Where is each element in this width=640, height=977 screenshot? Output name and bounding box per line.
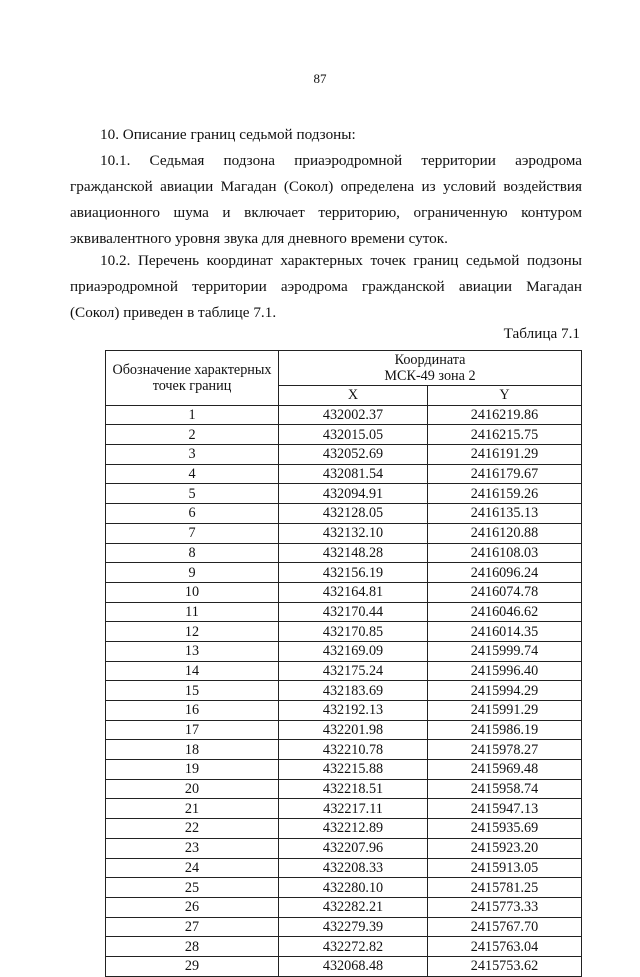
y-coordinate-cell: 2416014.35: [428, 622, 582, 642]
y-coordinate-cell: 2415958.74: [428, 779, 582, 799]
table-body: [106, 405, 582, 976]
x-coordinate-cell: 432068.48: [279, 956, 428, 976]
x-coordinate-cell: 432212.89: [279, 819, 428, 839]
table-row: [106, 582, 582, 602]
header-points: Обозначение характерных точек границ: [106, 351, 279, 406]
point-number-cell: 17: [106, 720, 279, 740]
table-caption: Таблица 7.1: [503, 325, 580, 342]
table-row: [106, 799, 582, 819]
y-coordinate-cell: 2415763.04: [428, 937, 582, 957]
point-number-cell: 24: [106, 858, 279, 878]
y-coordinate-cell: 2415969.48: [428, 760, 582, 780]
y-coordinate-cell: 2416179.67: [428, 464, 582, 484]
section-heading: 10. Описание границ седьмой подзоны:: [100, 126, 356, 143]
y-coordinate-cell: 2416191.29: [428, 445, 582, 465]
table-row: [106, 740, 582, 760]
x-coordinate-cell: 432183.69: [279, 681, 428, 701]
point-number-cell: 19: [106, 760, 279, 780]
header-x: X: [279, 386, 428, 406]
y-coordinate-cell: 2415923.20: [428, 838, 582, 858]
y-coordinate-cell: 2415947.13: [428, 799, 582, 819]
x-coordinate-cell: 432132.10: [279, 523, 428, 543]
point-number-cell: 9: [106, 563, 279, 583]
table-row: [106, 445, 582, 465]
point-number-cell: 12: [106, 622, 279, 642]
y-coordinate-cell: 2416046.62: [428, 602, 582, 622]
table-row: [106, 917, 582, 937]
table-row: [106, 405, 582, 425]
y-coordinate-cell: 2416215.75: [428, 425, 582, 445]
y-coordinate-cell: 2416074.78: [428, 582, 582, 602]
x-coordinate-cell: 432164.81: [279, 582, 428, 602]
y-coordinate-cell: 2416108.03: [428, 543, 582, 563]
table-row: [106, 720, 582, 740]
y-coordinate-cell: 2415996.40: [428, 661, 582, 681]
point-number-cell: 29: [106, 956, 279, 976]
x-coordinate-cell: 432279.39: [279, 917, 428, 937]
y-coordinate-cell: 2415991.29: [428, 701, 582, 721]
x-coordinate-cell: 432175.24: [279, 661, 428, 681]
table-row: [106, 779, 582, 799]
x-coordinate-cell: 432215.88: [279, 760, 428, 780]
point-number-cell: 20: [106, 779, 279, 799]
page-number: 87: [313, 71, 327, 86]
paragraph-10-1: 10.1. Седьмая подзона приаэродромной территории аэродрома гражданской авиации Магадан (Сокол) определена из условий воздействия авиационного шума и включает территорию, ограниченную контуром эквивалентного уровня звука для дневного времени суток.: [70, 152, 582, 247]
x-coordinate-cell: 432081.54: [279, 464, 428, 484]
header-coordinate-title: Координата: [394, 352, 466, 368]
table-row: [106, 464, 582, 484]
y-coordinate-cell: 2415986.19: [428, 720, 582, 740]
point-number-cell: 8: [106, 543, 279, 563]
x-coordinate-cell: 432170.85: [279, 622, 428, 642]
table-row: [106, 858, 582, 878]
table-row: [106, 425, 582, 445]
point-number-cell: 2: [106, 425, 279, 445]
table-row: [106, 504, 582, 524]
point-number-cell: 1: [106, 405, 279, 425]
x-coordinate-cell: 432192.13: [279, 701, 428, 721]
point-number-cell: 13: [106, 641, 279, 661]
x-coordinate-cell: 432207.96: [279, 838, 428, 858]
table-row: [106, 897, 582, 917]
x-coordinate-cell: 432170.44: [279, 602, 428, 622]
x-coordinate-cell: 432201.98: [279, 720, 428, 740]
point-number-cell: 25: [106, 878, 279, 898]
point-number-cell: 23: [106, 838, 279, 858]
point-number-cell: 6: [106, 504, 279, 524]
x-coordinate-cell: 432272.82: [279, 937, 428, 957]
x-coordinate-cell: 432169.09: [279, 641, 428, 661]
y-coordinate-cell: 2415781.25: [428, 878, 582, 898]
point-number-cell: 7: [106, 523, 279, 543]
table-row: [106, 760, 582, 780]
header-y: Y: [428, 386, 582, 406]
y-coordinate-cell: 2415773.33: [428, 897, 582, 917]
table-row: [106, 563, 582, 583]
x-coordinate-cell: 432217.11: [279, 799, 428, 819]
table-row: [106, 937, 582, 957]
point-number-cell: 5: [106, 484, 279, 504]
point-number-cell: 16: [106, 701, 279, 721]
x-coordinate-cell: 432156.19: [279, 563, 428, 583]
table-row: [106, 819, 582, 839]
y-coordinate-cell: 2416096.24: [428, 563, 582, 583]
y-coordinate-cell: 2416219.86: [428, 405, 582, 425]
y-coordinate-cell: 2415935.69: [428, 819, 582, 839]
table-row: [106, 622, 582, 642]
x-coordinate-cell: 432148.28: [279, 543, 428, 563]
point-number-cell: 21: [106, 799, 279, 819]
x-coordinate-cell: 432052.69: [279, 445, 428, 465]
table-row: [106, 838, 582, 858]
x-coordinate-cell: 432282.21: [279, 897, 428, 917]
x-coordinate-cell: 432094.91: [279, 484, 428, 504]
x-coordinate-cell: 432002.37: [279, 405, 428, 425]
header-coordinate-system: МСК-49 зона 2: [384, 368, 476, 384]
paragraph-10-2: 10.2. Перечень координат характерных точек границ седьмой подзоны приаэродромной территории аэродрома гражданской авиации Магадан (Сокол) приведен в таблице 7.1.: [70, 252, 582, 321]
x-coordinate-cell: 432128.05: [279, 504, 428, 524]
table-row: [106, 641, 582, 661]
point-number-cell: 11: [106, 602, 279, 622]
x-coordinate-cell: 432210.78: [279, 740, 428, 760]
table-header-row: [106, 351, 582, 386]
y-coordinate-cell: 2415999.74: [428, 641, 582, 661]
point-number-cell: 22: [106, 819, 279, 839]
point-number-cell: 15: [106, 681, 279, 701]
table-row: [106, 602, 582, 622]
table-row: [106, 661, 582, 681]
point-number-cell: 10: [106, 582, 279, 602]
table-row: [106, 878, 582, 898]
y-coordinate-cell: 2415753.62: [428, 956, 582, 976]
point-number-cell: 27: [106, 917, 279, 937]
table-row: [106, 484, 582, 504]
y-coordinate-cell: 2415913.05: [428, 858, 582, 878]
x-coordinate-cell: 432218.51: [279, 779, 428, 799]
y-coordinate-cell: 2416135.13: [428, 504, 582, 524]
point-number-cell: 14: [106, 661, 279, 681]
point-number-cell: 3: [106, 445, 279, 465]
table-row: [106, 956, 582, 976]
point-number-cell: 28: [106, 937, 279, 957]
y-coordinate-cell: 2415978.27: [428, 740, 582, 760]
y-coordinate-cell: 2415767.70: [428, 917, 582, 937]
x-coordinate-cell: 432280.10: [279, 878, 428, 898]
y-coordinate-cell: 2415994.29: [428, 681, 582, 701]
coordinates-table: [105, 350, 582, 977]
table-row: [106, 543, 582, 563]
point-number-cell: 4: [106, 464, 279, 484]
point-number-cell: 26: [106, 897, 279, 917]
x-coordinate-cell: 432208.33: [279, 858, 428, 878]
x-coordinate-cell: 432015.05: [279, 425, 428, 445]
point-number-cell: 18: [106, 740, 279, 760]
y-coordinate-cell: 2416120.88: [428, 523, 582, 543]
table-row: [106, 523, 582, 543]
header-coordinate: [279, 351, 582, 386]
y-coordinate-cell: 2416159.26: [428, 484, 582, 504]
table-row: [106, 681, 582, 701]
table-row: [106, 701, 582, 721]
